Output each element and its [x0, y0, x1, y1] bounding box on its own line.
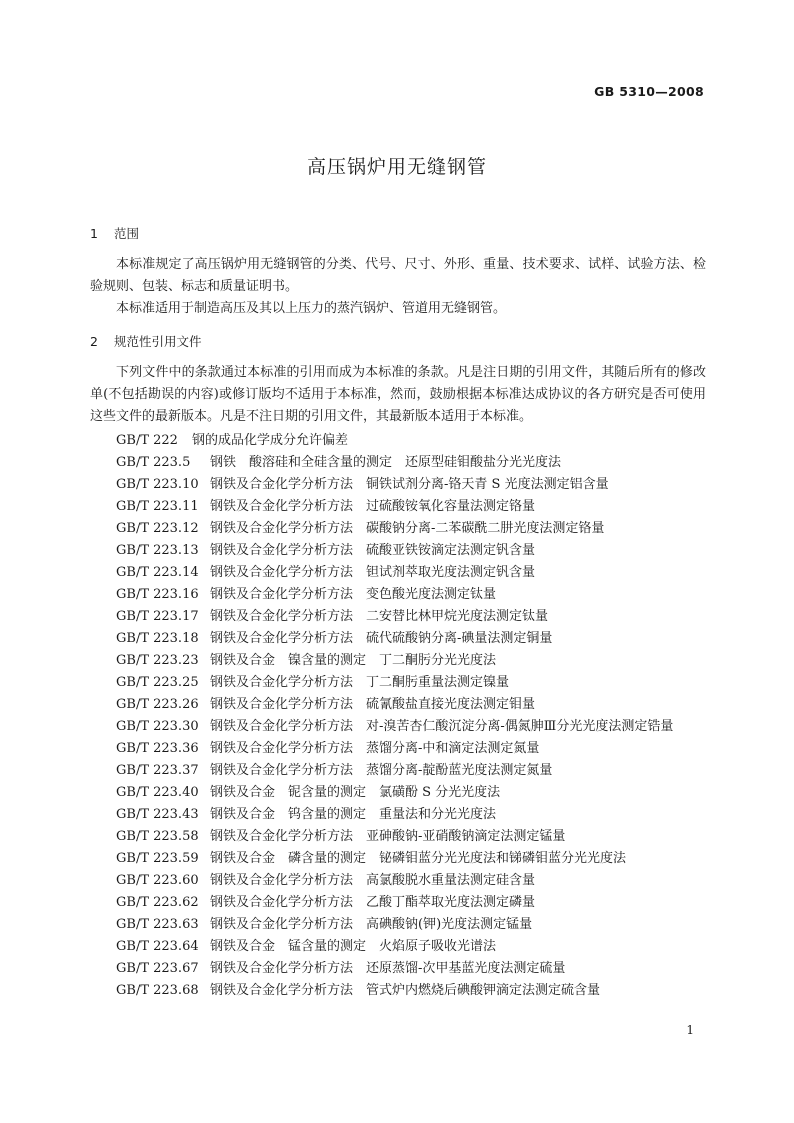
reference-code: GB/T 223.60: [116, 873, 199, 888]
reference-title: 钢铁及合金化学分析方法 钽试剂萃取光度法测定钒含量: [210, 565, 536, 580]
reference-title: 钢铁及合金化学分析方法 亚砷酸钠-亚硝酸钠滴定法测定锰量: [210, 829, 566, 844]
reference-code: GB/T 223.43: [116, 807, 199, 822]
reference-code: GB/T 223.40: [116, 785, 199, 800]
reference-title: 钢的成品化学成分允许偏差: [192, 433, 349, 448]
reference-code: GB/T 223.13: [116, 543, 199, 558]
reference-title: 钢铁及合金化学分析方法 高碘酸钠(钾)光度法测定锰量: [210, 917, 533, 932]
reference-code: GB/T 223.63: [116, 917, 199, 932]
section-2-number: 2: [90, 334, 98, 349]
reference-title: 钢铁及合金化学分析方法 对-溴苦杏仁酸沉淀分离-偶氮胂Ⅲ分光光度法测定锆量: [210, 719, 674, 734]
reference-item: [90, 694, 706, 716]
reference-title: 钢铁及合金化学分析方法 硫代硫酸钠分离-碘量法测定铜量: [210, 631, 553, 646]
reference-title: 钢铁及合金化学分析方法 二安替比林甲烷光度法测定钛量: [210, 609, 549, 624]
reference-title: 钢铁及合金化学分析方法 变色酸光度法测定钛量: [210, 587, 497, 602]
reference-code: GB/T 223.26: [116, 697, 199, 712]
reference-code: GB/T 223.16: [116, 587, 199, 602]
scope-paragraph-1: 本标准规定了高压锅炉用无缝钢管的分类、代号、尺寸、外形、重量、技术要求、试样、试验方法、检验规则、包装、标志和质量证明书。: [90, 257, 706, 294]
section-1-heading: [90, 224, 139, 242]
reference-item: [90, 760, 706, 782]
reference-item: [90, 716, 706, 738]
reference-item: [90, 650, 706, 672]
reference-code: GB/T 223.62: [116, 895, 199, 910]
reference-code: GB/T 223.18: [116, 631, 199, 646]
reference-code: GB/T 222: [116, 433, 178, 448]
reference-code: GB/T 223.14: [116, 565, 199, 580]
reference-title: 钢铁及合金 钨含量的测定 重量法和分光光度法: [210, 807, 497, 822]
reference-title: 钢铁及合金化学分析方法 铜铁试剂分离-铬天青 S 光度法测定铝含量: [210, 477, 609, 492]
reference-title: 钢铁 酸溶硅和全硅含量的测定 还原型硅钼酸盐分光光度法: [210, 455, 562, 470]
reference-item: [90, 540, 706, 562]
reference-code: GB/T 223.37: [116, 763, 199, 778]
reference-item: [90, 474, 706, 496]
reference-item: [90, 738, 706, 760]
section-2-title: 规范性引用文件: [114, 334, 202, 349]
scope-paragraph-2: 本标准适用于制造高压及其以上压力的蒸汽锅炉、管道用无缝钢管。: [116, 301, 507, 316]
reference-item: [90, 958, 706, 980]
reference-title: 钢铁及合金 镍含量的测定 丁二酮肟分光光度法: [210, 653, 497, 668]
reference-title: 钢铁及合金化学分析方法 还原蒸馏-次甲基蓝光度法测定硫量: [210, 961, 566, 976]
reference-item: [90, 430, 706, 452]
references-intro-paragraph: 下列文件中的条款通过本标准的引用而成为本标准的条款。凡是注日期的引用文件，其随后所有的修改单(不包括勘误的内容)或修订版均不适用于本标准，然而，鼓励根据本标准达成协议的各方研究是否可使用这些文件的最新版本。凡是不注日期的引用文件，其最新版本适用于本标准。: [90, 365, 706, 424]
reference-title: 钢铁及合金 铌含量的测定 氯磺酚 S 分光光度法: [210, 785, 501, 800]
reference-item: [90, 782, 706, 804]
reference-item: [90, 518, 706, 540]
reference-code: GB/T 223.10: [116, 477, 199, 492]
reference-code: GB/T 223.23: [116, 653, 199, 668]
normative-references-list: [90, 430, 706, 1002]
reference-item: [90, 848, 706, 870]
reference-code: GB/T 223.11: [116, 499, 199, 514]
reference-title: 钢铁及合金 锰含量的测定 火焰原子吸收光谱法: [210, 939, 497, 954]
reference-code: GB/T 223.5: [116, 455, 191, 470]
section-1-number: 1: [90, 226, 98, 241]
reference-item: [90, 562, 706, 584]
reference-item: [90, 826, 706, 848]
reference-item: [90, 606, 706, 628]
reference-item: [90, 496, 706, 518]
section-1-title: 范围: [114, 226, 140, 241]
reference-item: [90, 804, 706, 826]
reference-code: GB/T 223.59: [116, 851, 199, 866]
section-2-heading: [90, 332, 202, 350]
reference-title: 钢铁及合金化学分析方法 高氯酸脱水重量法测定硅含量: [210, 873, 536, 888]
reference-code: GB/T 223.64: [116, 939, 199, 954]
reference-title: 钢铁及合金化学分析方法 碳酸钠分离-二苯碳酰二肼光度法测定铬量: [210, 521, 605, 536]
reference-item: [90, 980, 706, 1002]
reference-code: GB/T 223.30: [116, 719, 199, 734]
reference-item: [90, 914, 706, 936]
reference-item: [90, 584, 706, 606]
reference-title: 钢铁及合金 磷含量的测定 铋磷钼蓝分光光度法和锑磷钼蓝分光光度法: [210, 851, 627, 866]
reference-code: GB/T 223.58: [116, 829, 199, 844]
reference-title: 钢铁及合金化学分析方法 过硫酸铵氧化容量法测定铬量: [210, 499, 536, 514]
reference-code: GB/T 223.68: [116, 983, 199, 998]
reference-code: GB/T 223.67: [116, 961, 199, 976]
document-title: 高压锅炉用无缝钢管: [306, 156, 487, 178]
reference-code: GB/T 223.25: [116, 675, 199, 690]
reference-title: 钢铁及合金化学分析方法 硫氰酸盐直接光度法测定钼量: [210, 697, 536, 712]
reference-code: GB/T 223.36: [116, 741, 199, 756]
reference-title: 钢铁及合金化学分析方法 丁二酮肟重量法测定镍量: [210, 675, 510, 690]
standard-code: GB 5310—2008: [594, 84, 704, 99]
reference-title: 钢铁及合金化学分析方法 乙酸丁酯萃取光度法测定磷量: [210, 895, 536, 910]
reference-item: [90, 628, 706, 650]
reference-code: GB/T 223.17: [116, 609, 199, 624]
reference-item: [90, 452, 706, 474]
reference-item: [90, 870, 706, 892]
page-number: 1: [686, 1023, 694, 1037]
reference-item: [90, 672, 706, 694]
reference-title: 钢铁及合金化学分析方法 硫酸亚铁铵滴定法测定钒含量: [210, 543, 536, 558]
reference-code: GB/T 223.12: [116, 521, 199, 536]
reference-item: [90, 936, 706, 958]
reference-title: 钢铁及合金化学分析方法 蒸馏分离-中和滴定法测定氮量: [210, 741, 540, 756]
reference-title: 钢铁及合金化学分析方法 管式炉内燃烧后碘酸钾滴定法测定硫含量: [210, 983, 601, 998]
reference-item: [90, 892, 706, 914]
reference-title: 钢铁及合金化学分析方法 蒸馏分离-靛酚蓝光度法测定氮量: [210, 763, 553, 778]
